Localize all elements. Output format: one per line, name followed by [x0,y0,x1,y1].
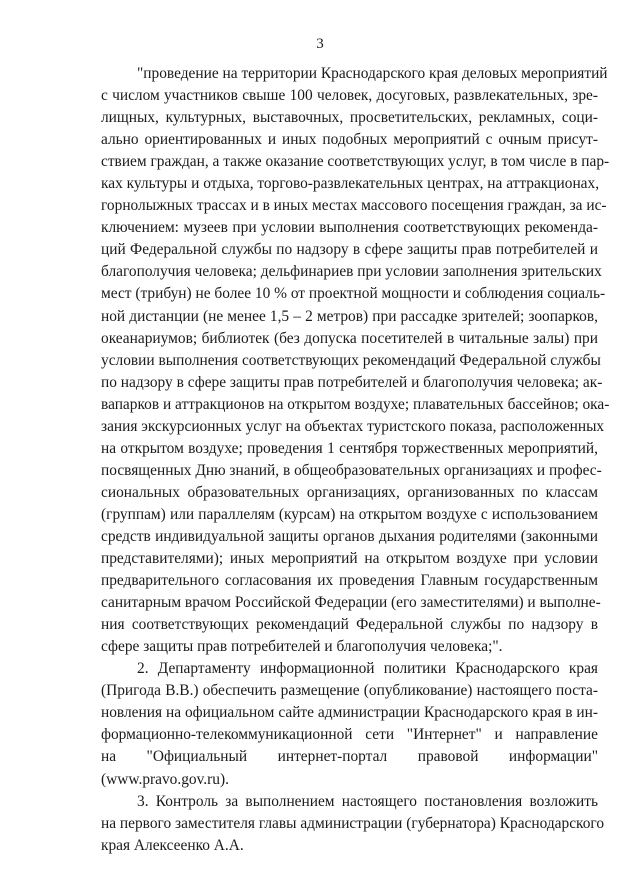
text-line: (Пригода В.В.) обеспечить размещение (опубликование) настоящего поста- [101,682,598,700]
text-line: ключением: музеев при условии выполнения соответствующих рекоменда- [101,219,598,237]
text-line: с числом участников свыше 100 человек, досуговых, развлекательных, зре- [101,87,598,105]
text-line: вапарков и аттракционов на открытом воздухе; плавательных бассейнов; ока- [101,395,610,413]
text-line: (www.pravo.gov.ru). [101,770,229,788]
text-line: посвященных Дню знаний, в общеобразовательных организациях и профес- [101,461,602,479]
text-line: мест (трибун) не более 10 % от проектной мощности и соблюдения социаль- [101,285,606,303]
text-line: океанариумов; библиотек (без допуска посетителей в читальные залы) при [101,329,598,347]
text-line: зания экскурсионных услуг на объектах туристского показа, расположенных [101,417,605,435]
text-line: новления на официальном сайте администрации Краснодарского края в ин- [101,704,598,722]
text-line: ций Федеральной службы по надзору в сфере защиты прав потребителей и [101,241,598,259]
text-line: на первого заместителя главы администрации (губернатора) Краснодарского [101,814,605,832]
text-line: санитарным врачом Российской Федерации (его заместителями) и выполне- [101,594,601,612]
text-line: на открытом воздухе; проведения 1 сентября торжественных мероприятий, [101,439,598,457]
text-line: (группам) или параллелям (курсам) на открытом воздухе с использованием [101,505,598,523]
text-line: ально ориентированных и иных подобных мероприятий с очным присут- [101,131,598,149]
paragraph-publication [101,658,598,790]
text-line: формационно-телекоммуникационной сети "Интернет" и направление [101,726,598,744]
text-line: "проведение на территории Краснодарского края деловых мероприятий [137,65,608,82]
text-line: ствием граждан, а также оказание соответствующих услуг, в том числе в пар- [101,153,610,171]
text-line: ной дистанции (не менее 1,5 – 2 метров) при рассадке зрителей; зоопарков, [101,307,598,325]
text-line: сиональных образовательных организациях, организованных по классам [101,483,598,501]
text-line: ках культуры и отдыха, торгово-развлекательных центрах, на аттракционах, [101,175,600,193]
page-number: 3 [316,36,324,52]
text-line: предварительного согласования их проведения Главным государственным [101,572,598,590]
text-line: представителями); иных мероприятий на открытом воздухе при условии [101,550,598,568]
text-line: по надзору в сфере защиты прав потребителей и благополучия человека; ак- [101,373,603,391]
text-line: на "Официальный интернет-портал правовой информации" [101,748,598,766]
text-line: сфере защиты прав потребителей и благополучия человека;". [101,638,503,656]
text-line: 3. Контроль за выполнением настоящего постановления возложить [137,792,598,810]
text-line: 2. Департаменту информационной политики Краснодарского края [137,660,598,678]
text-line: горнолыжных трассах и в иных местах массового посещения граждан, за ис- [101,197,607,215]
paragraph-control [101,791,605,857]
text-line: средств индивидуальной защиты органов дыхания родителями (законными [101,527,598,545]
document-body [101,63,610,857]
text-line: края Алексеенко А.А. [101,836,244,854]
text-line: условии выполнения соответствующих рекомендаций Федеральной службы [101,351,601,369]
text-line: ния соответствующих рекомендаций Федеральной службы по надзору в [101,616,598,634]
text-line: лищных, культурных, выставочных, просветительских, рекламных, соци- [101,109,598,127]
text-line: благополучия человека; дельфинариев при условии заполнения зрительских [101,263,602,281]
paragraph-amendment [101,63,610,658]
